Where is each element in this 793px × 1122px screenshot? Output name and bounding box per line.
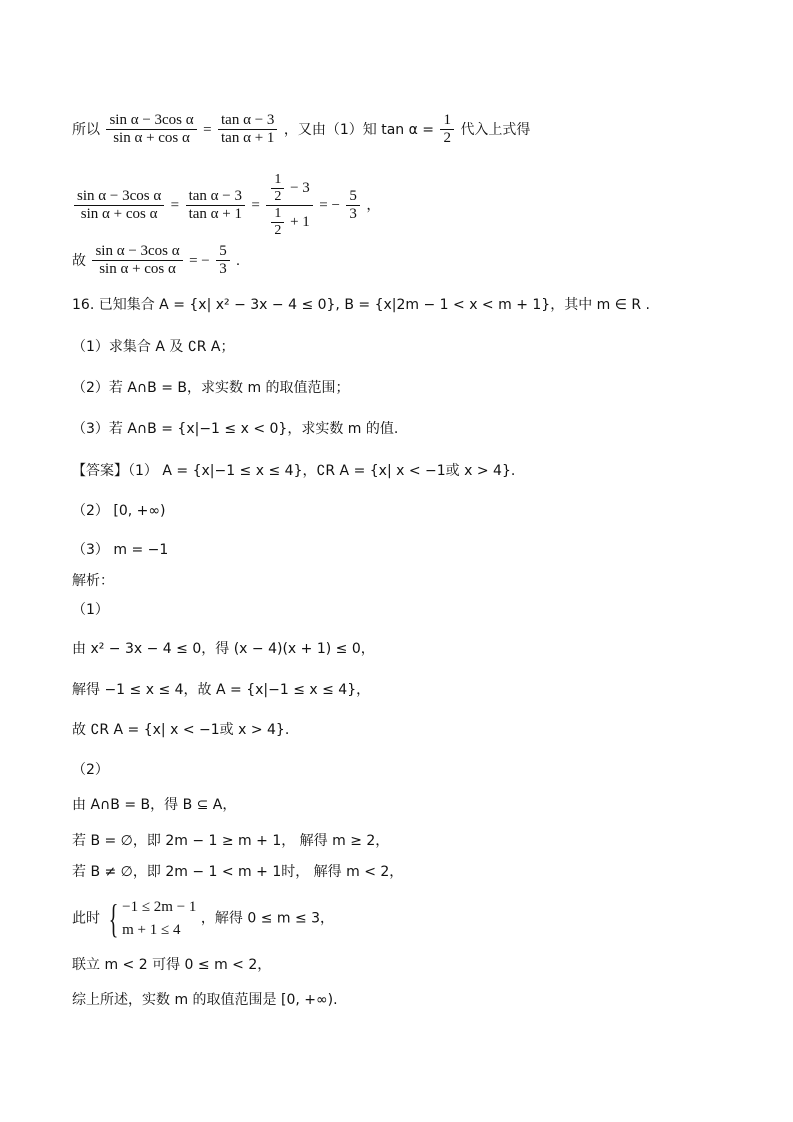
derivation-line-1: 所以 $\frac{\text{sin α − 3cos α}}{\text{sin α + cos α}}$ = $\frac{\text{tan α − 3}}{\text{tan α + 1}}$ ，又由（1）知 tan α = $\frac{1}{2}$ 代入上式得 xyxy=(72,112,531,147)
ratio-fraction-2 xyxy=(74,188,164,224)
tan-fraction xyxy=(218,112,277,148)
analysis-heading: 解析： xyxy=(72,573,114,589)
compound-denominator: $\frac{1}{2}$ + 1 xyxy=(266,206,312,239)
solution-step-2: 解得 −1 ≤ x ≤ 4，故 A = {x|−1 ≤ x ≤ 4}， xyxy=(72,682,371,698)
answer-part-3: （3） m = −1 xyxy=(72,542,169,558)
ratio-numerator: sin α − 3cos α xyxy=(106,112,196,130)
five-thirds-fraction xyxy=(346,188,360,224)
five-thirds-fraction-2: $\frac{5}{3}$ xyxy=(216,243,230,279)
half-fraction xyxy=(440,112,454,148)
question-16: 16. 已知集合 A = {x| x² − 3x − 4 ≤ 0}, B = {x|2m − 1 < x < m + 1}，其中 m ∈ R . xyxy=(72,297,651,313)
solution-step-7: 此时 { −1 ≤ 2m − 1 m + 1 ≤ 4 ，解得 0 ≤ m ≤ 3， xyxy=(72,895,335,941)
derivation-line-3: 故 $\frac{\text{sin α − 3cos α}}{\text{sin α + cos α}}$ = − $\frac{5}{3}$ . xyxy=(72,243,240,278)
analysis-part-2-label: （2） xyxy=(72,762,109,778)
compound-numerator: $\frac{1}{2}$ − 3 xyxy=(266,172,312,206)
derivation-line-2: $\frac{\text{sin α − 3cos α}}{\text{sin α + cos α}}$ = $\frac{\text{tan α − 3}}{\text{tan α + 1}}$ = $\frac{1}{2}$ − 3 $\frac{1}{2}$ + 1 = − $\frac{5}{3}$ ， xyxy=(72,172,380,239)
answer-part-1: 【答案】（1） A = {x|−1 ≤ x ≤ 4}，∁R A = {x| x < −1或 x > 4}. xyxy=(72,463,516,479)
compound-fraction xyxy=(266,172,312,239)
ratio-numerator-2: sin α − 3cos α xyxy=(74,188,164,206)
inequality-system: −1 ≤ 2m − 1 m + 1 ≤ 4 xyxy=(122,899,197,938)
solution-conclusion: 综上所述，实数 m 的取值范围是 [0, +∞). xyxy=(72,992,338,1008)
result-sign: = − xyxy=(319,197,340,214)
answer-part-2: （2） [0, +∞) xyxy=(72,503,166,519)
tan-denominator: tan α + 1 xyxy=(221,130,275,147)
tan-numerator: tan α − 3 xyxy=(218,112,277,130)
solution-step-6: 若 B ≠ ∅，即 2m − 1 < m + 1时， 解得 m < 2， xyxy=(72,864,404,880)
solution-step-5: 若 B = ∅，即 2m − 1 ≥ m + 1， 解得 m ≥ 2， xyxy=(72,833,390,849)
solution-step-3: 故 ∁R A = {x| x < −1或 x > 4}. xyxy=(72,722,290,738)
half-denominator: 2 xyxy=(443,130,451,147)
ratio-denominator: sin α + cos α xyxy=(113,130,190,147)
line1-middle-text: ，又由（1）知 tan α = xyxy=(283,121,439,138)
solution-step-1: 由 x² − 3x − 4 ≤ 0，得 (x − 4)(x + 1) ≤ 0， xyxy=(72,641,375,657)
half-numerator: 1 xyxy=(440,112,454,130)
tan-denominator-2: tan α + 1 xyxy=(188,206,242,223)
line1-tail: 代入上式得 xyxy=(460,121,531,138)
ratio-denominator-2: sin α + cos α xyxy=(80,206,158,223)
gu-prefix: 故 xyxy=(72,252,86,269)
solution-step-4: 由 A∩B = B，得 B ⊆ A， xyxy=(72,797,237,813)
tan-fraction-2 xyxy=(186,188,245,224)
so-prefix: 所以 xyxy=(72,121,100,138)
three: 3 xyxy=(349,206,357,223)
question-16-part-3: （3）若 A∩B = {x|−1 ≤ x < 0}，求实数 m 的值. xyxy=(72,421,399,437)
ratio-fraction xyxy=(106,112,196,148)
ratio-fraction-3: $\frac{\text{sin α − 3cos α}}{\text{sin α + cos α}}$ xyxy=(92,243,182,279)
solution-step-8: 联立 m < 2 可得 0 ≤ m < 2， xyxy=(72,957,272,973)
question-16-part-1: （1）求集合 A 及 ∁R A； xyxy=(72,339,235,355)
tan-numerator-2: tan α − 3 xyxy=(186,188,245,206)
five: 5 xyxy=(346,188,360,206)
analysis-part-1-label: （1） xyxy=(72,602,109,618)
question-16-part-2: （2）若 A∩B = B，求实数 m 的取值范围； xyxy=(72,380,350,396)
